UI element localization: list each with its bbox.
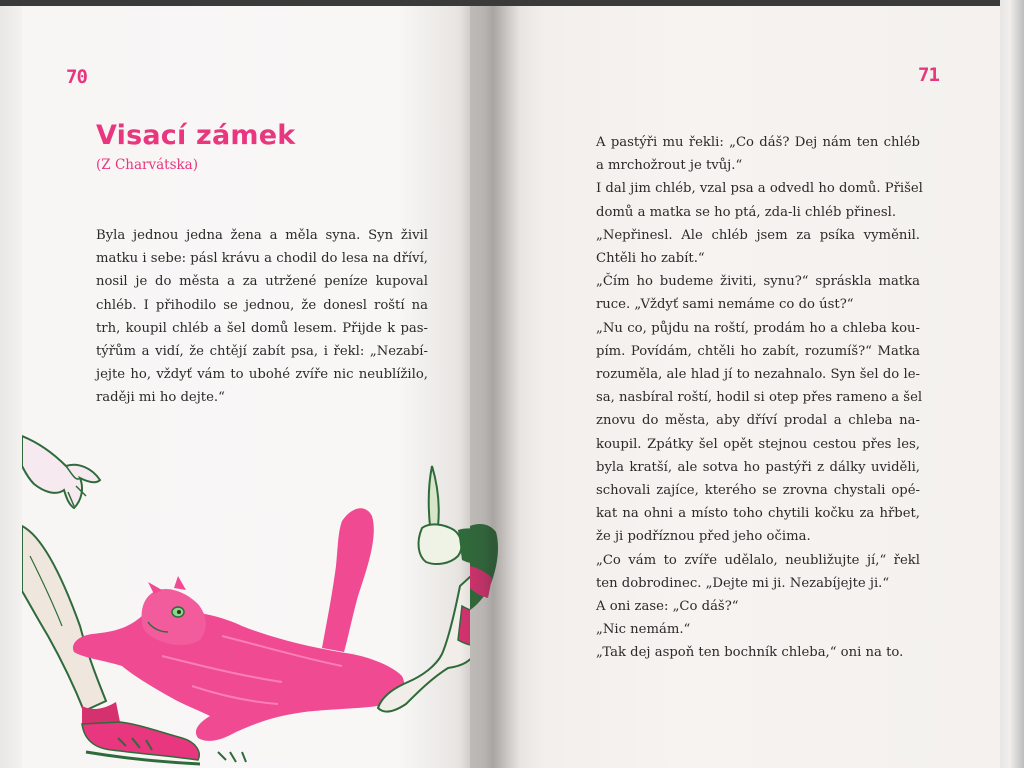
text-line: rozuměla, ale hlad jí to nezahnalo. Syn šel do le- [596,367,920,383]
text-line: že ji podříznou před jeho očima. [596,529,811,545]
left-paragraph [96,224,428,410]
scan-right-edge [1000,0,1024,768]
scan-top-edge [0,0,1024,6]
text-line: schovali zajíce, kterého se zrovna chystali opé- [596,483,920,499]
reaching-hand [22,436,100,508]
scan-left-edge [0,0,22,768]
text-line: „Nepřinesl. Ale chléb jsem za psíka vyměnil. [596,227,920,243]
right-page [470,6,1000,768]
text-line: kat na ohni a místo toho chytili kočku za hřbet, [596,506,920,522]
text-line: znovu do města, aby dříví prodal a chleba na- [596,413,920,429]
text-line: a mrchožrout je tvůj.“ [596,158,743,174]
text-line: raději mi ho dejte.“ [96,390,225,406]
pink-cat-illustration [22,426,492,768]
foot-continuation-illustration [470,506,510,626]
text-line: Byla jednou jedna žena a měla syna. Syn živil [96,228,428,243]
text-line: „Čím ho budeme živiti, synu?“ spráskla matka [596,274,920,290]
text-line: „Nu co, půjdu na roští, prodám ho a chleba kou- [596,320,920,336]
text-line: trh, koupil chléb a šel domů lesem. Přijde k pas- [96,320,428,336]
text-line: jejte ho, vždyť vám to ubohé zvíře nic neublížilo, [96,367,428,383]
text-line: ten dobrodinec. „Dejte mi ji. Nezabíjejte ji.“ [596,575,890,591]
story-subtitle: (Z Charvátska) [96,157,198,173]
text-line: matku i sebe: pásl krávu a chodil do lesa na dříví, [96,251,428,267]
text-line: I dal jim chléb, vzal psa a odvedl ho domů. Přišel [596,181,923,197]
text-line: „Nic nemám.“ [596,622,691,638]
page-number-right: 71 [918,64,939,86]
right-paragraphs [596,131,923,665]
text-line: ruce. „Vždyť sami nemáme co do úst?“ [596,297,854,313]
story-title: Visací zámek [96,120,296,151]
text-line: A pastýři mu řekli: „Co dáš? Dej nám ten chléb [596,135,920,150]
text-line: chléb. I přihodilo se jednou, že donesl roští na [96,297,428,313]
text-line: koupil. Zpátky šel opět stejnou cestou přes les, [596,436,920,452]
text-line: A oni zase: „Co dáš?“ [596,599,739,615]
text-line: „Tak dej aspoň ten bochník chleba,“ oni na to. [596,645,904,661]
text-line: týřům a vidí, že chtějí zabít psa, i řekl: „Nezabí- [96,344,428,360]
text-line: domů a matka se ho ptá, zda-li chléb přinesl. [596,204,897,220]
text-line: „Co vám to zvíře udělalo, neubližujte jí,“ řekl [596,552,920,568]
text-line: pím. Povídám, chtěli ho zabít, rozumíš?“ Matka [596,343,920,359]
left-page [22,6,492,768]
text-line: sa, nasbíral roští, hodil si otep přes rameno a šel [596,390,923,406]
page-number-left: 70 [66,66,87,88]
text-line: Chtěli ho zabít.“ [596,251,705,267]
text-line: nosil je do města a za utržené peníze kupoval [96,274,428,290]
text-line: byla kratší, ale sotva ho pastýři z dálky uviděli, [596,459,920,475]
